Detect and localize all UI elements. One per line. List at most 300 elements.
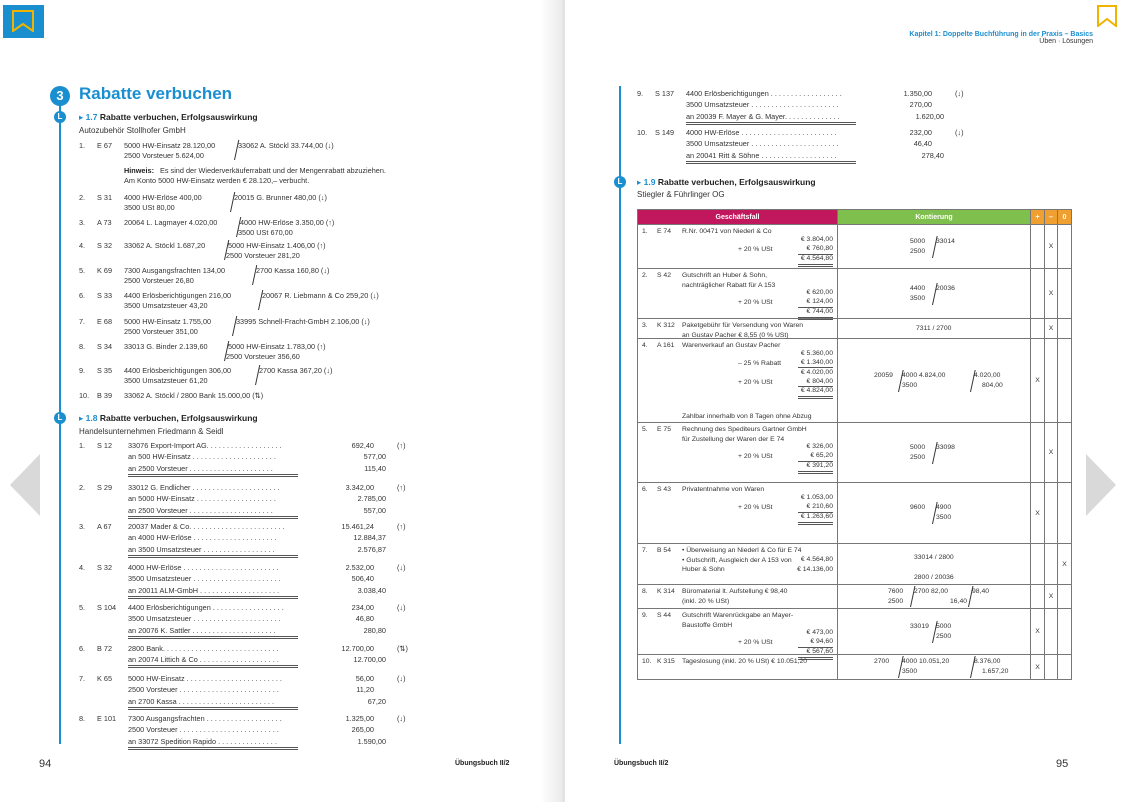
voucher-id: K 65 [97,674,113,683]
case-cell-inner [638,319,837,338]
calc-label: + 20 % USt [738,246,773,254]
voucher-id: S 34 [97,342,113,351]
debit-amount: 692,40 [351,441,374,450]
effect-marker: (↑) [397,483,406,492]
entry-line: 3500 Umsatzsteuer . . . . . . . . . . . . . . . . . . . . . . [686,139,839,149]
case-cell [638,483,838,544]
credit-account: 3500 [936,514,952,521]
table-row [638,225,1072,269]
case-description: Paketgebühr für Versendung von Waren [682,322,804,329]
hint-text: Am Konto 5000 HW-Einsatz werden € 28.120,– verbucht. [124,176,310,185]
entry-line: an 4000 HW-Erlöse . . . . . . . . . . . . . . . . . . . . . [128,533,277,543]
voucher-id: S 12 [97,441,113,450]
entry-line: 3500 Umsatzsteuer . . . . . . . . . . . . . . . . . . . . . . [686,100,839,110]
case-cell-inner [638,585,837,608]
credit-line: 33062 A. Stöckl 33.744,00 (↓) [238,141,334,150]
credit-account: 20036 [936,284,955,292]
section-title-1-9: ▸ 1.9 Rabatte verbuchen, Erfolgsauswirkung [637,177,816,187]
debit-amount: 2.532,00 [345,563,374,572]
credit-amount: 12.700,00 [353,655,386,665]
voucher-id: B 72 [97,644,113,653]
voucher-id: S 137 [655,89,675,98]
kontierung-cell [838,655,1031,680]
calc-value: € 14.136,00 [797,566,833,573]
credit-amount: 557,00 [363,505,386,515]
table-row [638,609,1072,655]
entry-line: an 20074 Littich & Co . . . . . . . . . . . . . . . . . . . . [128,655,279,665]
credit-line: 2700 Kassa 160,80 (↓) [256,266,330,275]
debit-line: 4400 Erlösberichtigungen 216,00 [124,291,232,300]
table-row [638,655,1072,680]
voucher-id: B 54 [657,547,671,554]
case-description: Rechnung des Spediteurs Gartner GmbH [682,426,807,433]
case-cell-inner [638,225,837,268]
calc-value: € 4.564,80 [800,556,833,563]
credit-account: 33014 [936,237,955,245]
double-underline [128,707,298,710]
kontierung-cell-inner [838,483,1030,543]
case-cell [638,585,838,609]
debit-amount: 46,80 [355,614,374,624]
credit-amount: 16,40 [950,598,968,605]
credit-line: 4000 HW-Erlöse 3.350,00 (↑) [240,218,335,227]
entry-line: 3500 Umsatzsteuer . . . . . . . . . . . . . . . . . . . . . . [128,614,281,624]
effect-zero-cell: X [1058,544,1072,585]
voucher-id: S 35 [97,366,113,375]
case-description: R.Nr. 00471 von Niederl & Co [682,228,772,235]
entry-number: 6. [79,291,86,300]
kontierung-text: 2800 / 20036 [914,574,954,581]
calc-value: € 94,60 [810,638,833,646]
double-underline [128,516,298,519]
entry-number: 9. [637,89,644,98]
kontierung-cell-inner [838,339,1030,422]
voucher-id: S 33 [97,291,113,300]
solution-badge: L [614,176,626,188]
bookmark-button-right[interactable] [1096,5,1126,35]
effect-minus-cell: X [1045,269,1058,319]
entry-line: an 3500 Umsatzsteuer . . . . . . . . . . . . . . . . . . [128,544,275,554]
effect-marker: (↓) [955,89,964,98]
debit-amount: 506,40 [351,574,374,584]
debit-line: 33062 A. Stöckl 1.687,20 [124,241,206,250]
effect-zero-cell [1058,339,1072,423]
debit-amount: 3.342,00 [345,483,374,492]
effect-plus-cell: X [1031,609,1045,655]
left-page [0,0,562,802]
table-row [638,483,1072,544]
double-underline [128,555,298,558]
hint-label: Hinweis: [124,166,155,175]
kontierung-cell-inner [838,655,1030,679]
case-cell-inner [638,655,837,679]
book-title: Übungsbuch II/2 [614,760,669,767]
calc-value: € 1.053,00 [800,494,833,501]
case-cell-inner [638,609,837,654]
case-cell-inner [638,483,837,543]
effect-marker: (↑) [397,522,406,531]
credit-amount: 1.620,00 [915,111,944,121]
credit-line: 5000 HW-Einsatz 1.406,00 (↑) [228,241,326,250]
company-name: Handelsunternehmen Friedmann & Seidl [79,427,224,436]
voucher-id: S 44 [657,612,671,619]
case-description: Büromaterial lt. Aufstellung € 98,40 [682,588,788,595]
header-geschaeftsfall: Geschäftsfall [638,210,838,225]
entry-line: an 20011 ALM-GmbH . . . . . . . . . . . . . . . . . . . . [128,585,280,595]
entry-number: 10. [637,128,648,137]
voucher-id: A 67 [97,522,112,531]
entry-line: 4400 Erlösberichtigungen . . . . . . . . . . . . . . . . . . [686,89,842,98]
effect-plus-cell: X [1031,483,1045,544]
calc-value: € 391,20 [806,461,833,469]
entry-number: 10. [642,658,652,665]
case-cell-inner [638,269,837,318]
credit-amount: 98,40 [972,588,990,595]
debit-account: 2500 [888,598,904,605]
entry-line: an 5000 HW-Einsatz . . . . . . . . . . . . . . . . . . . . [128,494,276,504]
kontierung-cell-inner [838,319,1030,338]
kontierung-cell [838,339,1031,423]
credit-amount: 4.020,00 [974,371,1001,379]
table-row [638,339,1072,423]
calc-label: – 25 % Rabatt [738,360,782,368]
effect-plus-cell: X [1031,339,1045,423]
debit-line: 2500 Vorsteuer 351,00 [124,327,198,336]
calc-value: € 65,20 [810,452,833,460]
section-title-1-7: ▸ 1.7 Rabatte verbuchen, Erfolgsauswirkung [79,112,258,122]
calc-label: + 20 % USt [738,639,773,647]
debit-amount: 234,00 [351,603,374,612]
sum-line [798,647,833,648]
calc-label: + 20 % USt [738,378,773,386]
case-description: für Zustellung der Waren der E 74 [682,435,785,443]
running-header [909,31,1093,45]
case-description: an Gustav Pacher € 8,55 (0 % USt) [682,331,789,339]
double-underline [128,747,298,750]
entry-number: 9. [79,366,86,375]
effect-plus-cell [1031,225,1045,269]
effect-plus-cell [1031,319,1045,339]
entry-line: 3500 Umsatzsteuer . . . . . . . . . . . . . . . . . . . . . . [128,574,281,584]
debit-amount: 56,00 [355,674,374,683]
credit-amount: 12.884,37 [353,533,386,543]
case-description: • Gutschrift, Ausgleich der A 153 von [682,556,792,564]
calc-value: € 620,00 [806,289,833,296]
entry-line: 2500 Vorsteuer . . . . . . . . . . . . . . . . . . . . . . . . . [128,685,279,695]
voucher-id: E 67 [97,141,113,150]
bookmark-icon [11,10,35,32]
voucher-id: S 32 [97,563,113,572]
effect-zero-cell [1058,423,1072,483]
credit-amount: 67,20 [367,696,386,706]
credit-line: 20015 G. Brunner 480,00 (↓) [234,193,327,202]
calc-value: € 1.340,00 [800,359,833,367]
case-cell [638,225,838,269]
credit-amount: 8.376,00 [974,658,1001,665]
effect-minus-cell: X [1045,423,1058,483]
sum-line [798,254,833,255]
voucher-id: B 39 [97,391,113,400]
double-underline [128,596,298,599]
debit-line: 3500 Umsatzsteuer 61,20 [124,376,208,385]
entry-line: 4400 Erlösberichtigungen . . . . . . . . . . . . . . . . . . [128,603,284,612]
solution-badge: L [54,412,66,424]
effect-marker: (↓) [955,128,964,137]
entry-number: 5. [642,426,648,433]
table-row [638,319,1072,339]
entry-line: an 2500 Vorsteuer . . . . . . . . . . . . . . . . . . . . . [128,463,273,473]
voucher-id: A 73 [97,218,112,227]
debit-account: 9600 [910,504,926,511]
page-number: 95 [1056,758,1069,770]
calc-value: € 760,80 [806,245,833,253]
calc-value: € 804,00 [806,377,833,385]
header-kontierung: Kontierung [838,210,1031,225]
credit-account: 3500 [902,668,918,675]
debit-amount: 1.325,00 [345,714,374,723]
debit-account: 5000 [910,443,926,451]
voucher-id: S 104 [97,603,117,612]
entry-number: 2. [79,193,86,202]
double-underline [128,665,298,668]
entry-line: an 20076 K. Sattler . . . . . . . . . . . . . . . . . . . . . [128,625,276,635]
case-description: Warenverkauf an Gustav Pacher [682,342,781,349]
debit-line: 4000 HW-Erlöse 400,00 [124,193,202,202]
calc-value: € 744,00 [806,307,833,315]
case-description: Gutschrift an Huber & Sohn, [682,272,768,279]
chevron-left-icon[interactable] [10,454,40,516]
bookmark-icon [1096,5,1118,27]
voucher-id: S 31 [97,193,113,202]
credit-amount: 115,40 [364,463,386,473]
entry-number: 8. [79,342,86,351]
entry-number: 1. [79,441,86,450]
credit-line: 20067 R. Liebmann & Co 259,20 (↓) [262,291,379,300]
calc-value: € 326,00 [806,443,833,450]
sum-line [798,386,833,387]
debit-line: 4400 Erlösberichtigungen 306,00 [124,366,232,375]
voucher-id: K 314 [657,588,675,595]
voucher-id: E 101 [97,714,117,723]
kontierung-cell-inner [838,269,1030,318]
entry-number: 4. [79,241,86,250]
solution-badge: L [54,111,66,123]
entry-line: 20037 Mader & Co. . . . . . . . . . . . . . . . . . . . . . . . [128,522,285,531]
calc-label: + 20 % USt [738,299,773,307]
effect-marker: (↓) [397,674,406,683]
credit-account: 5000 [936,622,952,630]
credit-line: 5000 HW-Einsatz 1.783,00 (↑) [228,342,326,351]
entry-number: 8. [79,714,86,723]
entry-line: an 20041 Ritt & Söhne . . . . . . . . . . . . . . . . . . . [686,150,837,160]
entry-line: an 2500 Vorsteuer . . . . . . . . . . . . . . . . . . . . . [128,505,273,515]
case-cell-inner [638,339,837,422]
company-name: Stiegler & Führlinger OG [637,190,725,199]
company-name: Autozubehör Stollhofer GmbH [79,126,186,135]
kontierung-cell [838,483,1031,544]
entry-number: 7. [79,674,86,683]
voucher-id: S 43 [657,486,671,493]
case-description: (inkl. 20 % USt) [682,597,730,605]
case-cell [638,609,838,655]
effect-zero-cell [1058,655,1072,680]
entry-number: 7. [79,317,86,326]
entry-number: 1. [642,228,648,235]
debit-account: 20059 [874,371,893,379]
calc-value: € 3.804,00 [800,236,833,243]
solution-table [637,209,1072,680]
credit-amount: 1.590,00 [357,736,386,746]
effect-zero-cell [1058,319,1072,339]
kontierung-cell-inner [838,609,1030,654]
entry-line: 4000 HW-Erlöse . . . . . . . . . . . . . . . . . . . . . . . . [686,128,837,137]
calc-value: € 4.020,00 [800,368,833,376]
double-underline [798,471,833,474]
credit-line: 33995 Schnell-Fracht-GmbH 2.106,00 (↓) [236,317,370,326]
bookmark-button-left[interactable] [3,5,44,38]
kontierung-cell [838,423,1031,483]
double-underline [686,122,856,125]
case-cell [638,319,838,339]
debit-account: 3500 [910,294,926,302]
effect-minus-cell: X [1045,585,1058,609]
credit-account: 4000 4.824,00 [902,371,946,379]
debit-amount: 12.700,00 [341,644,374,653]
debit-line: 2500 Vorsteuer 5.624,00 [124,151,204,160]
effect-minus-cell: X [1045,225,1058,269]
kontierung-cell [838,269,1031,319]
credit-line: 2500 Vorsteuer 356,60 [226,352,300,361]
header-chapter: Kapitel 1: Doppelte Buchführung in der Praxis – Basics [909,31,1093,38]
section-title-1-8: ▸ 1.8 Rabatte verbuchen, Erfolgsauswirkung [79,413,258,423]
debit-line: 2500 Vorsteuer 26,80 [124,276,194,285]
kontierung-cell-inner [838,423,1030,482]
debit-amount: 15.461,24 [341,522,374,531]
calc-label: + 20 % USt [738,453,773,461]
chapter-title: Rabatte verbuchen [79,84,233,103]
debit-account: 5000 [910,237,926,245]
chapter-number-badge: 3 [50,86,70,106]
entry-number: 6. [79,644,86,653]
sum-line [798,307,833,308]
calc-value: € 4.564,80 [800,254,833,262]
entry-line: an 20039 F. Mayer & G. Mayer. . . . . . . . . . . . . . [686,111,840,121]
page-number: 94 [39,758,52,770]
double-underline [128,474,298,477]
voucher-id: A 161 [657,342,675,349]
chevron-right-icon[interactable] [1086,454,1116,516]
entry-line: 5000 HW-Einsatz . . . . . . . . . . . . . . . . . . . . . . . . [128,674,282,683]
voucher-id: S 32 [97,241,113,250]
kontierung-cell [838,585,1031,609]
debit-line: 33013 G. Binder 2.139,60 [124,342,208,351]
calc-value: € 124,00 [806,298,833,306]
effect-marker: (↑) [397,441,406,450]
voucher-id: K 315 [657,658,675,665]
entry-line: an 2700 Kassa . . . . . . . . . . . . . . . . . . . . . . . . [128,696,274,706]
entry-number: 5. [79,603,86,612]
credit-account: 2500 [936,632,952,640]
kontierung-cell [838,319,1031,339]
section-timeline [59,104,61,744]
debit-line: 5000 HW-Einsatz 28.120,00 [124,141,216,150]
entry-line: 33076 Export-Import AG. . . . . . . . . . . . . . . . . . . [128,441,282,450]
effect-minus-cell [1045,609,1058,655]
entry-number: 9. [642,612,648,619]
entry-line: an 500 HW-Einsatz . . . . . . . . . . . . . . . . . . . . . [128,452,276,462]
entry-line: 33012 G. Endlicher . . . . . . . . . . . . . . . . . . . . . . [128,483,280,492]
calc-value: € 567,60 [806,647,833,655]
voucher-id: E 68 [97,317,113,326]
entry-number: 1. [79,141,86,150]
effect-marker: (↓) [397,714,406,723]
entry-line: 4000 HW-Erlöse . . . . . . . . . . . . . . . . . . . . . . . . [128,563,279,572]
case-cell [638,269,838,319]
kontierung-text: 33014 / 2800 [914,554,954,561]
entry-line: an 33072 Spedition Rapido . . . . . . . . . . . . . . . [128,736,277,746]
effect-minus-cell [1045,655,1058,680]
effect-minus-cell [1045,483,1058,544]
calc-value: € 5.360,00 [800,350,833,357]
case-description: Baustoffe GmbH [682,621,733,629]
debit-amount: 46,40 [913,139,932,149]
table-row [638,544,1072,585]
entry-line: 2800 Bank. . . . . . . . . . . . . . . . . . . . . . . . . . . . . [128,644,279,653]
debit-line: 3500 Umsatzsteuer 43,20 [124,301,208,310]
table-row [638,423,1072,483]
debit-account: 7600 [888,588,904,595]
credit-line: 2500 Vorsteuer 281,20 [226,251,300,260]
credit-amount: 2.576,87 [357,544,386,554]
double-underline [128,636,298,639]
header-plus: + [1031,210,1045,225]
case-description: Tageslosung (inkl. 20 % USt) € 10.051,20 [682,658,808,665]
effect-marker: (↓) [397,563,406,572]
calc-label: + 20 % USt [738,504,773,512]
book-title: Übungsbuch II/2 [455,760,510,767]
credit-amount: 577,00 [363,452,386,462]
credit-account: 4900 [936,504,952,511]
effect-plus-cell [1031,423,1045,483]
entry-number: 5. [79,266,86,275]
entry-number: 3. [79,218,86,227]
debit-line: 5000 HW-Einsatz 1.755,00 [124,317,212,326]
entry-number: 4. [79,563,86,572]
kontierung-cell [838,544,1031,585]
effect-minus-cell [1045,339,1058,423]
case-cell [638,655,838,680]
payment-note: Zahlbar innerhalb von 8 Tagen ohne Abzug [682,413,812,420]
credit-amount: 1.657,20 [982,668,1009,675]
hint-text: Es sind der Wiederverkäuferrabatt und der Mengenrabatt abzuziehen. [160,166,386,175]
case-description: nachträglicher Rabatt für A 153 [682,281,776,289]
credit-account: 4000 10.051,20 [902,658,950,665]
effect-zero-cell [1058,269,1072,319]
credit-account: 2700 82,00 [914,588,949,595]
credit-line: 3500 USt 670,00 [238,228,293,237]
debit-account: 2500 [910,453,926,461]
entry-number: 4. [642,342,648,349]
debit-line: 7300 Ausgangsfrachten 134,00 [124,266,226,275]
effect-minus-cell: X [1045,319,1058,339]
effect-minus-cell [1045,544,1058,585]
effect-plus-cell [1031,585,1045,609]
debit-account: 2500 [910,247,926,255]
effect-marker: (↓) [397,603,406,612]
calc-value: € 473,00 [806,629,833,636]
case-cell-inner [638,544,837,584]
kontierung-cell-inner [838,544,1030,584]
